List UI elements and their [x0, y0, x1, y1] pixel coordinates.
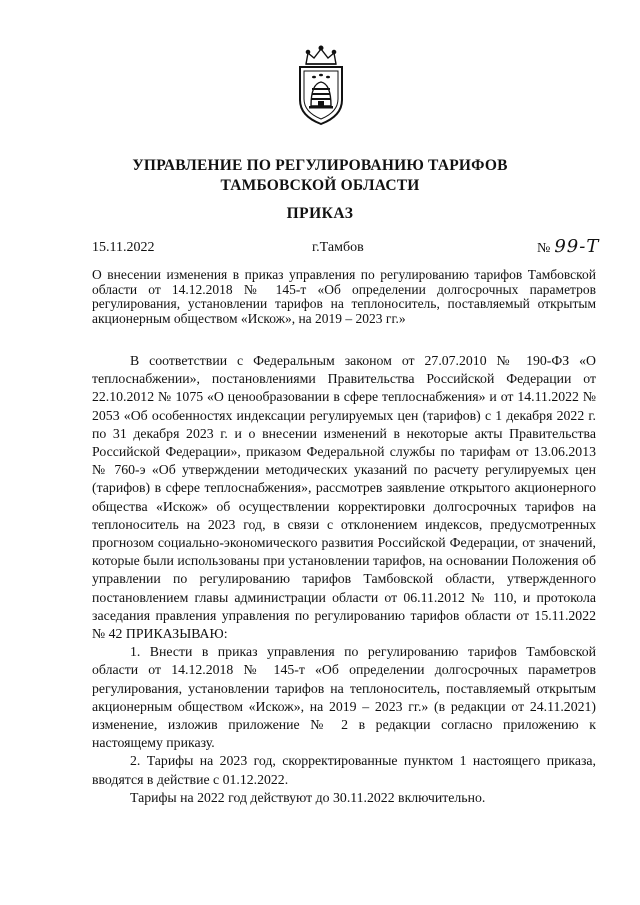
tariff-validity-note: Тарифы на 2022 год действуют до 30.11.2022 включительно. — [130, 789, 486, 805]
organization-name-line1: УПРАВЛЕНИЕ ПО РЕГУЛИРОВАНИЮ ТАРИФОВ — [132, 157, 508, 174]
order-item-2: 2. Тарифы на 2023 год, скорректированные пунктом 1 настоящего приказа, вводятся в действие с 01.12.2022. — [92, 753, 596, 787]
preamble-paragraph: В соответствии с Федеральным законом от 27.07.2010 № 190-ФЗ «О теплоснабжении», постановлениями Правительства Российской Федерации от 22.10.2012 № 1075 «О ценообразовании в сфере теплоснабжения» и от 14.11.2022 № 2053 «Об особенностях индексации регулируемых цен (тарифов) с 1 декабря 2022 г. по 31 декабря 2023 г. и о внесении изменений в некоторые акты Правительства Российской Федерации», приказом Федеральной службы по тарифам от 13.06.2013 № 760-э «Об утверждении методических указаний по расчету регулируемых цен (тарифов) в сфере теплоснабжения», рассмотрев заявление открытого акционерного общества «Искож» об осуществлении корректировки долгосрочных тарифов на теплоноситель на 2023 год, в связи с отклонением индексов, предусмотренных прогнозом социально-экономического развития Российской Федерации, от значений, которые были использованы при установлении тарифов, на основании Положения об управлении по регулированию тарифов Тамбовской области, утвержденного постановлением главы администрации области от 06.11.2012 № 110, и протокола заседания правления управления по регулированию тарифов области от 15.11.2022 № 42 ПРИКАЗЫВАЮ: — [92, 353, 596, 642]
order-subject: О внесении изменения в приказ управления по регулированию тарифов Тамбовской области от 14.12.2018 № 145-т «Об определении долгосрочных параметров регулирования, установлении тарифов на теплоноситель, поставляемый открытым акционерным обществом «Искож», на 2019 – 2023 гг.» — [92, 267, 596, 326]
number-sign: № — [537, 241, 551, 256]
organization-name-line2: ТАМБОВСКОЙ ОБЛАСТИ — [220, 177, 420, 194]
order-date: 15.11.2022 — [92, 240, 155, 255]
order-number — [537, 236, 599, 257]
tambov-coat-of-arms-icon — [294, 44, 348, 126]
order-body — [92, 352, 596, 807]
order-item-1: 1. Внести в приказ управления по регулированию тарифов Тамбовской области от 14.12.2018 № 145-т «Об определении долгосрочных параметров регулирования, установлении тарифов на теплоноситель, поставляемый открытым акционерным обществом «Искож», на 2019 – 2023 гг.» (в редакции от 24.11.2021) изменение, изложив приложение № 2 в редакции согласно приложению к настоящему приказу. — [92, 644, 596, 751]
document-type-title: ПРИКАЗ — [286, 205, 354, 222]
handwritten-order-number: 99-Т — [554, 236, 600, 257]
order-city: г.Тамбов — [312, 240, 364, 255]
